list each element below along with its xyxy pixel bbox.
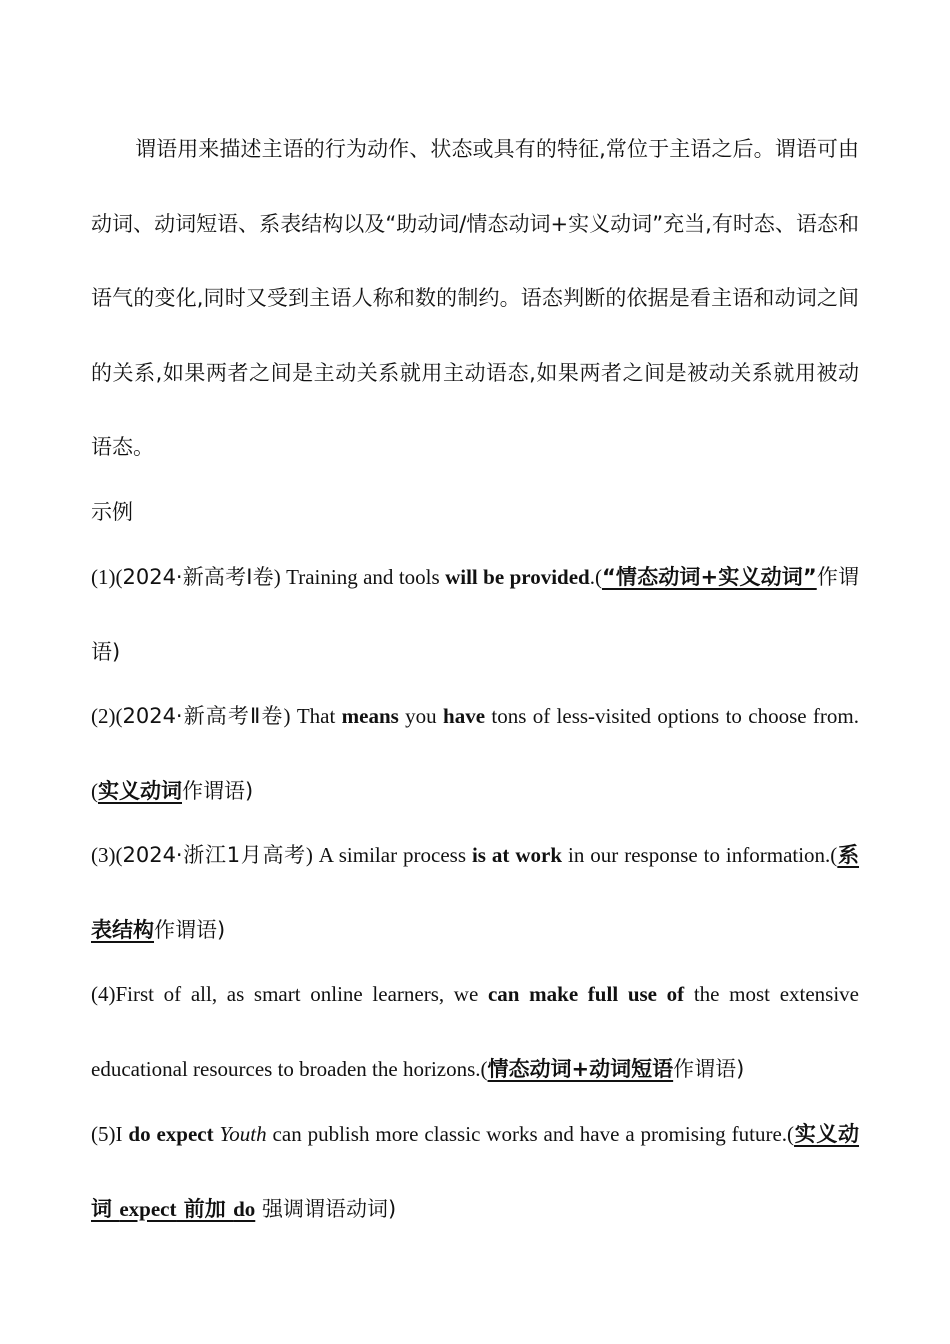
highlighted-predicate: can make full use of — [487, 982, 685, 1006]
highlighted-predicate: do expect — [128, 1122, 214, 1146]
example-text: ) Training and tools — [273, 565, 446, 589]
example-number: (1)( — [91, 565, 123, 589]
example-text: (5)I — [91, 1122, 129, 1146]
highlighted-predicate: is at work — [471, 843, 563, 867]
grammar-note-suffix: 作谓语) — [91, 565, 860, 664]
example-text: the most extensive educational resources to broaden the horizons.( — [91, 982, 859, 1081]
example-number: (2)( — [91, 704, 123, 728]
example-text: .( — [589, 565, 602, 589]
italic-title: Youth — [219, 1122, 267, 1146]
intro-paragraph: 谓语用来描述主语的行为动作、状态或具有的特征,常位于主语之后。谓语可由动词、动词短语、系表结构以及“助动词/情态动词+实义动词”充当,有时态、语态和语气的变化,同时又受到主语人称和数的制约。语态判断的依据是看主语和动词之间的关系,如果两者之间是主动关系就用主动语态,如果两者之间是被动关系就用被动语态。 — [91, 137, 859, 459]
example-4 — [91, 957, 859, 1106]
grammar-note: “情态动词+实义动词” — [601, 565, 817, 589]
grammar-note: 实义动词 — [91, 1122, 860, 1221]
example-source: 2024·浙江1月高考 — [122, 843, 306, 867]
example-1 — [91, 540, 859, 689]
grammar-note: 情态动词+动词短语 — [487, 1056, 674, 1081]
example-number: (3)( — [91, 843, 123, 867]
grammar-note-en: do — [233, 1196, 256, 1221]
grammar-note-suffix: 作谓语) — [154, 917, 226, 942]
example-text: tons of less-visited options to choose from.( — [91, 704, 859, 803]
example-source: 2024·新高考Ⅱ卷 — [122, 704, 284, 728]
grammar-note-en: expect — [119, 1196, 177, 1221]
example-text: ) A similar process — [305, 843, 472, 867]
example-text: (4)First of all, as smart online learners, we — [91, 982, 488, 1006]
example-text: you — [398, 704, 444, 728]
grammar-note-suffix: 作谓语) — [673, 1056, 745, 1081]
example-source: 2024·新高考Ⅰ卷 — [122, 565, 274, 589]
example-text: in our response to information.( — [562, 843, 838, 867]
example-text: can publish more classic works and have a promising future.( — [266, 1122, 795, 1146]
grammar-note-suffix: 作谓语) — [182, 778, 254, 803]
highlighted-predicate: will be provided — [445, 565, 590, 589]
highlighted-predicate: have — [443, 704, 486, 728]
example-3 — [91, 818, 859, 967]
section-label: 示例 — [91, 500, 133, 524]
grammar-note: 前加 — [176, 1196, 234, 1221]
grammar-note: 系表结构 — [91, 843, 860, 942]
example-2 — [91, 679, 859, 828]
grammar-note-suffix: 强调谓语动词) — [255, 1196, 397, 1221]
grammar-note: 实义动词 — [98, 778, 182, 803]
highlighted-predicate: means — [341, 704, 399, 728]
example-5 — [91, 1097, 859, 1246]
example-text: ) That — [283, 704, 342, 728]
